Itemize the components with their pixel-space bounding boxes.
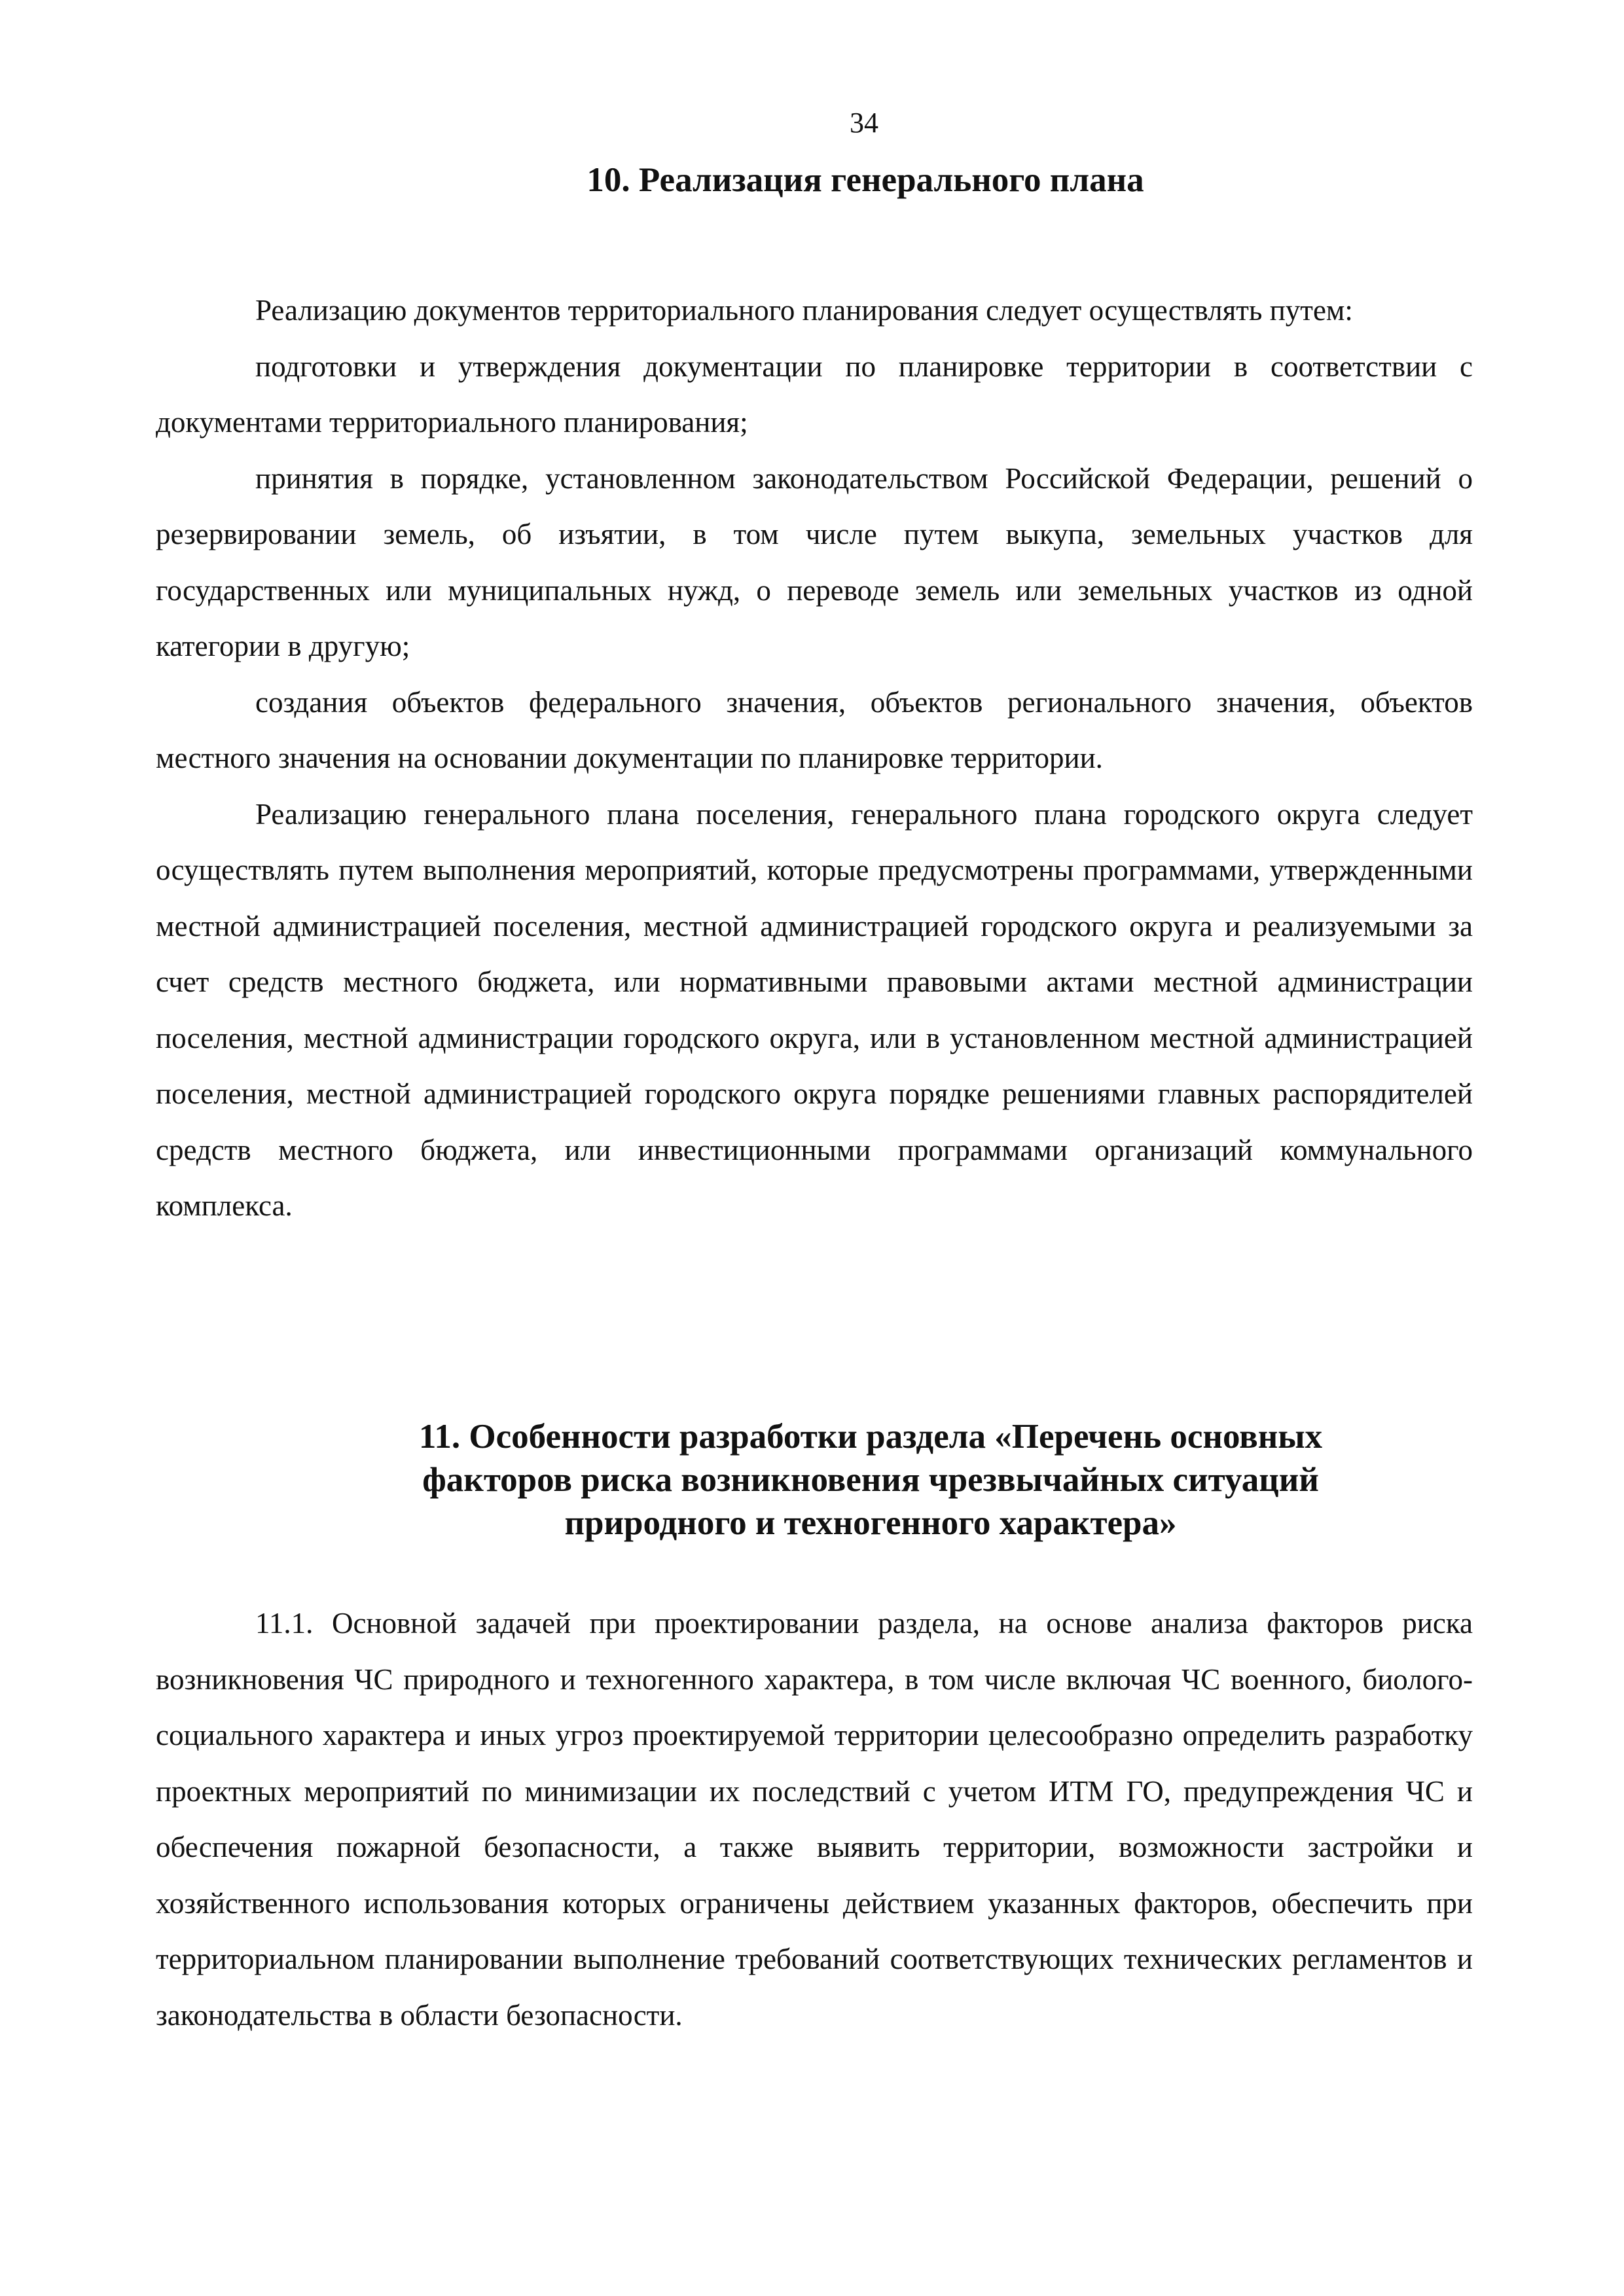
section-11-heading-line: 11. Особенности разработки раздела «Перечень основных bbox=[418, 1418, 1323, 1456]
paragraph: подготовки и утверждения документации по планировке территории в соответствии с документами территориального планирования; bbox=[156, 350, 1473, 439]
section-11-body bbox=[156, 1596, 1473, 2043]
section-10-heading: 10. Реализация генерального плана bbox=[586, 161, 1144, 199]
section-11-heading-line: факторов риска возникновения чрезвычайных ситуаций bbox=[422, 1461, 1319, 1499]
paragraph: принятия в порядке, установленном законодательством Российской Федерации, решений о резервировании земель, об изъятии, в том числе путем выкупа, земельных участков для государственных или муниципальных нужд, о переводе земель или земельных участков из одной категории в другую; bbox=[156, 461, 1473, 662]
section-11-heading bbox=[0, 1415, 1624, 1545]
section-10-body bbox=[156, 283, 1473, 1234]
paragraph: создания объектов федерального значения, объектов регионального значения, объектов местного значения на основании документации по планировке территории. bbox=[156, 685, 1473, 774]
paragraph: 11.1. Основной задачей при проектировании раздела, на основе анализа факторов риска возникновения ЧС природного и техногенного характера, в том числе включая ЧС военного, биолого-социального характера и иных угроз проектируемой территории целесообразно определить разработку проектных мероприятий по минимизации их последствий с учетом ИТМ ГО, предупреждения ЧС и обеспечения пожарной безопасности, а также выявить территории, возможности застройки и хозяйственного использования которых ограничены действием указанных факторов, обеспечить при территориальном планировании выполнение требований соответствующих технических регламентов и законодательства в области безопасности. bbox=[156, 1607, 1473, 2032]
paragraph: Реализацию документов территориального планирования следует осуществлять путем: bbox=[255, 294, 1353, 327]
page-number: 34 bbox=[850, 107, 878, 139]
paragraph: Реализацию генерального плана поселения, генерального плана городского округа следует осуществлять путем выполнения мероприятий, которые предусмотрены программами, утвержденными местной администрацией поселения, местной администрацией городского округа и реализуемыми за счет средств местного бюджета, или нормативными правовыми актами местной администрации поселения, местной администрации городского округа, или в установленном местной администрацией поселения, местной администрацией городского округа порядке решениями главных распорядителей средств местного бюджета, или инвестиционными программами организаций коммунального комплекса. bbox=[156, 797, 1473, 1222]
section-11-heading-line: природного и техногенного характера» bbox=[564, 1504, 1177, 1542]
